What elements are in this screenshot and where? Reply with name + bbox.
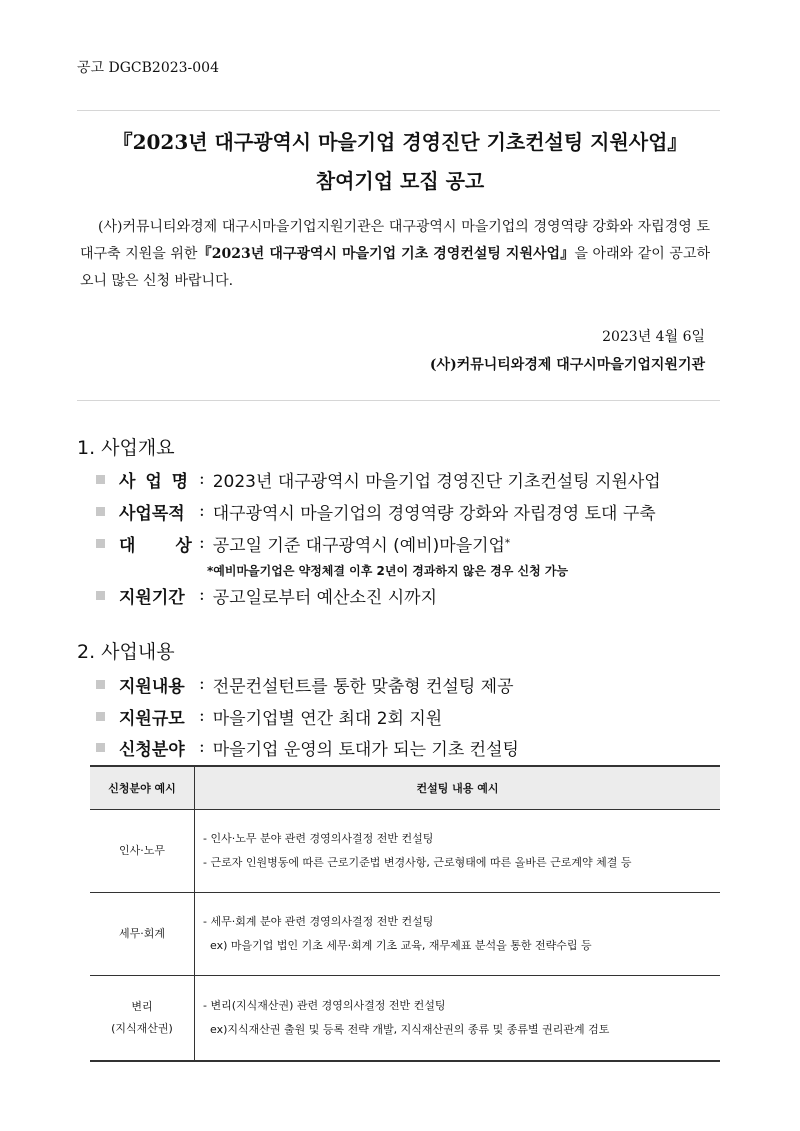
table-row: [90, 893, 720, 976]
content-line: - 근로자 인원병동에 따른 근로기준법 변경사항, 근로형태에 따른 올바른 근로계약 체결 등: [203, 856, 632, 869]
table-row: [90, 810, 720, 893]
item-label: 사 업 명: [119, 471, 191, 492]
content-line: ex) 마을기업 법인 기초 세무·회계 기초 교육, 재무제표 분석을 통한 전략수립 등: [203, 939, 592, 952]
organization-name: (사)커뮤니티와경제 대구시마을기업지원기관: [429, 357, 705, 373]
intro-paragraph: [80, 214, 710, 295]
consulting-examples-table: [90, 765, 720, 1062]
intro-text-end: 을 아래와 같이 공고하오니 많은 신청 바랍니다.: [80, 246, 710, 289]
field-name: 세무·회계: [118, 927, 165, 940]
section-heading-content: 2. 사업내용: [77, 641, 175, 663]
square-bullet-icon: [96, 507, 105, 516]
content-cell: [195, 893, 721, 976]
item-value: 공고일 기준 대구광역시 (예비)마을기업: [212, 535, 505, 556]
content-cell: [195, 976, 721, 1062]
table-header-row: [90, 766, 720, 810]
field-cell: [90, 976, 195, 1062]
page-title: 『2023년 대구광역시 마을기업 경영진단 기초컨설팅 지원사업』: [112, 130, 688, 154]
content-line: - 인사·노무 분야 관련 경영의사결정 전반 컨설팅: [203, 832, 434, 845]
list-item: 지원내용 : 전문컨설턴트를 통한 맞춤형 컨설팅 제공: [96, 671, 514, 697]
column-header-field: 신청분야 예시: [90, 766, 195, 810]
content-line: - 변리(지식재산권) 관련 경영의사결정 전반 컨설팅: [203, 999, 446, 1012]
list-item: 신청분야 : 마을기업 운영의 토대가 되는 기초 컨설팅: [96, 734, 519, 760]
field-name: 인사·노무: [118, 844, 165, 857]
intro-text: (사)커뮤니티와경제 대구시마을기업지원기관은 대구광역시 마을기업의 경영역량 강화와 자립경영 토대구축 지원을 위한: [80, 219, 710, 262]
notice-number: 공고 DGCB2023-004: [77, 60, 219, 76]
item-label: 신청분야: [119, 739, 185, 760]
square-bullet-icon: [96, 743, 105, 752]
item-value: 대구광역시 마을기업의 경영역량 강화와 자립경영 토대 구축: [212, 503, 656, 524]
square-bullet-icon: [96, 680, 105, 689]
divider: [77, 110, 720, 111]
square-bullet-icon: [96, 539, 105, 548]
item-label: 대 상: [119, 535, 192, 556]
item-value: 2023년 대구광역시 마을기업 경영진단 기초컨설팅 지원사업: [212, 471, 661, 492]
item-value: 공고일로부터 예산소진 시까지: [212, 587, 438, 608]
field-cell: [90, 810, 195, 893]
section-heading-overview: 1. 사업개요: [77, 437, 175, 459]
list-item: 사 업 명 : 2023년 대구광역시 마을기업 경영진단 기초컨설팅 지원사업: [96, 466, 661, 492]
footnote-marker: *: [504, 537, 510, 549]
list-item: 지원규모 : 마을기업별 연간 최대 2회 지원: [96, 703, 442, 729]
item-label: 지원규모: [119, 708, 185, 729]
content-line: ex)지식재산권 출원 및 등록 전략 개발, 지식재산권의 종류 및 종류별 권리관계 검토: [203, 1023, 610, 1036]
list-item: 대 상 : 공고일 기준 대구광역시 (예비)마을기업 *: [96, 530, 510, 556]
item-label: 지원기간: [119, 587, 185, 608]
field-cell: [90, 893, 195, 976]
item-label: 지원내용: [119, 676, 185, 697]
square-bullet-icon: [96, 475, 105, 484]
square-bullet-icon: [96, 712, 105, 721]
field-name: 변리: [131, 1000, 153, 1013]
list-item: 지원기간 : 공고일로부터 예산소진 시까지: [96, 582, 437, 608]
intro-program-name: 『2023년 대구광역시 마을기업 기초 경영컨설팅 지원사업』: [197, 246, 575, 262]
content-line: - 세무·회계 분야 관련 경영의사결정 전반 컨설팅: [203, 915, 434, 928]
table-row: [90, 976, 720, 1062]
eligibility-note: *예비마을기업은 약정체결 이후 2년이 경과하지 않은 경우 신청 가능: [207, 564, 569, 578]
list-item: 사업목적 : 대구광역시 마을기업의 경영역량 강화와 자립경영 토대 구축: [96, 498, 656, 524]
square-bullet-icon: [96, 591, 105, 600]
item-value: 마을기업별 연간 최대 2회 지원: [212, 708, 443, 729]
notice-date: 2023년 4월 6일: [602, 329, 705, 345]
column-header-content: 컨설팅 내용 예시: [195, 766, 721, 810]
item-label: 사업목적: [119, 503, 185, 524]
item-value: 마을기업 운영의 토대가 되는 기초 컨설팅: [212, 739, 519, 760]
page-subtitle: 참여기업 모집 공고: [315, 169, 485, 193]
divider: [77, 400, 720, 401]
item-value: 전문컨설턴트를 통한 맞춤형 컨설팅 제공: [212, 676, 514, 697]
content-cell: [195, 810, 721, 893]
field-name-sub: (지식재산권): [111, 1022, 173, 1035]
